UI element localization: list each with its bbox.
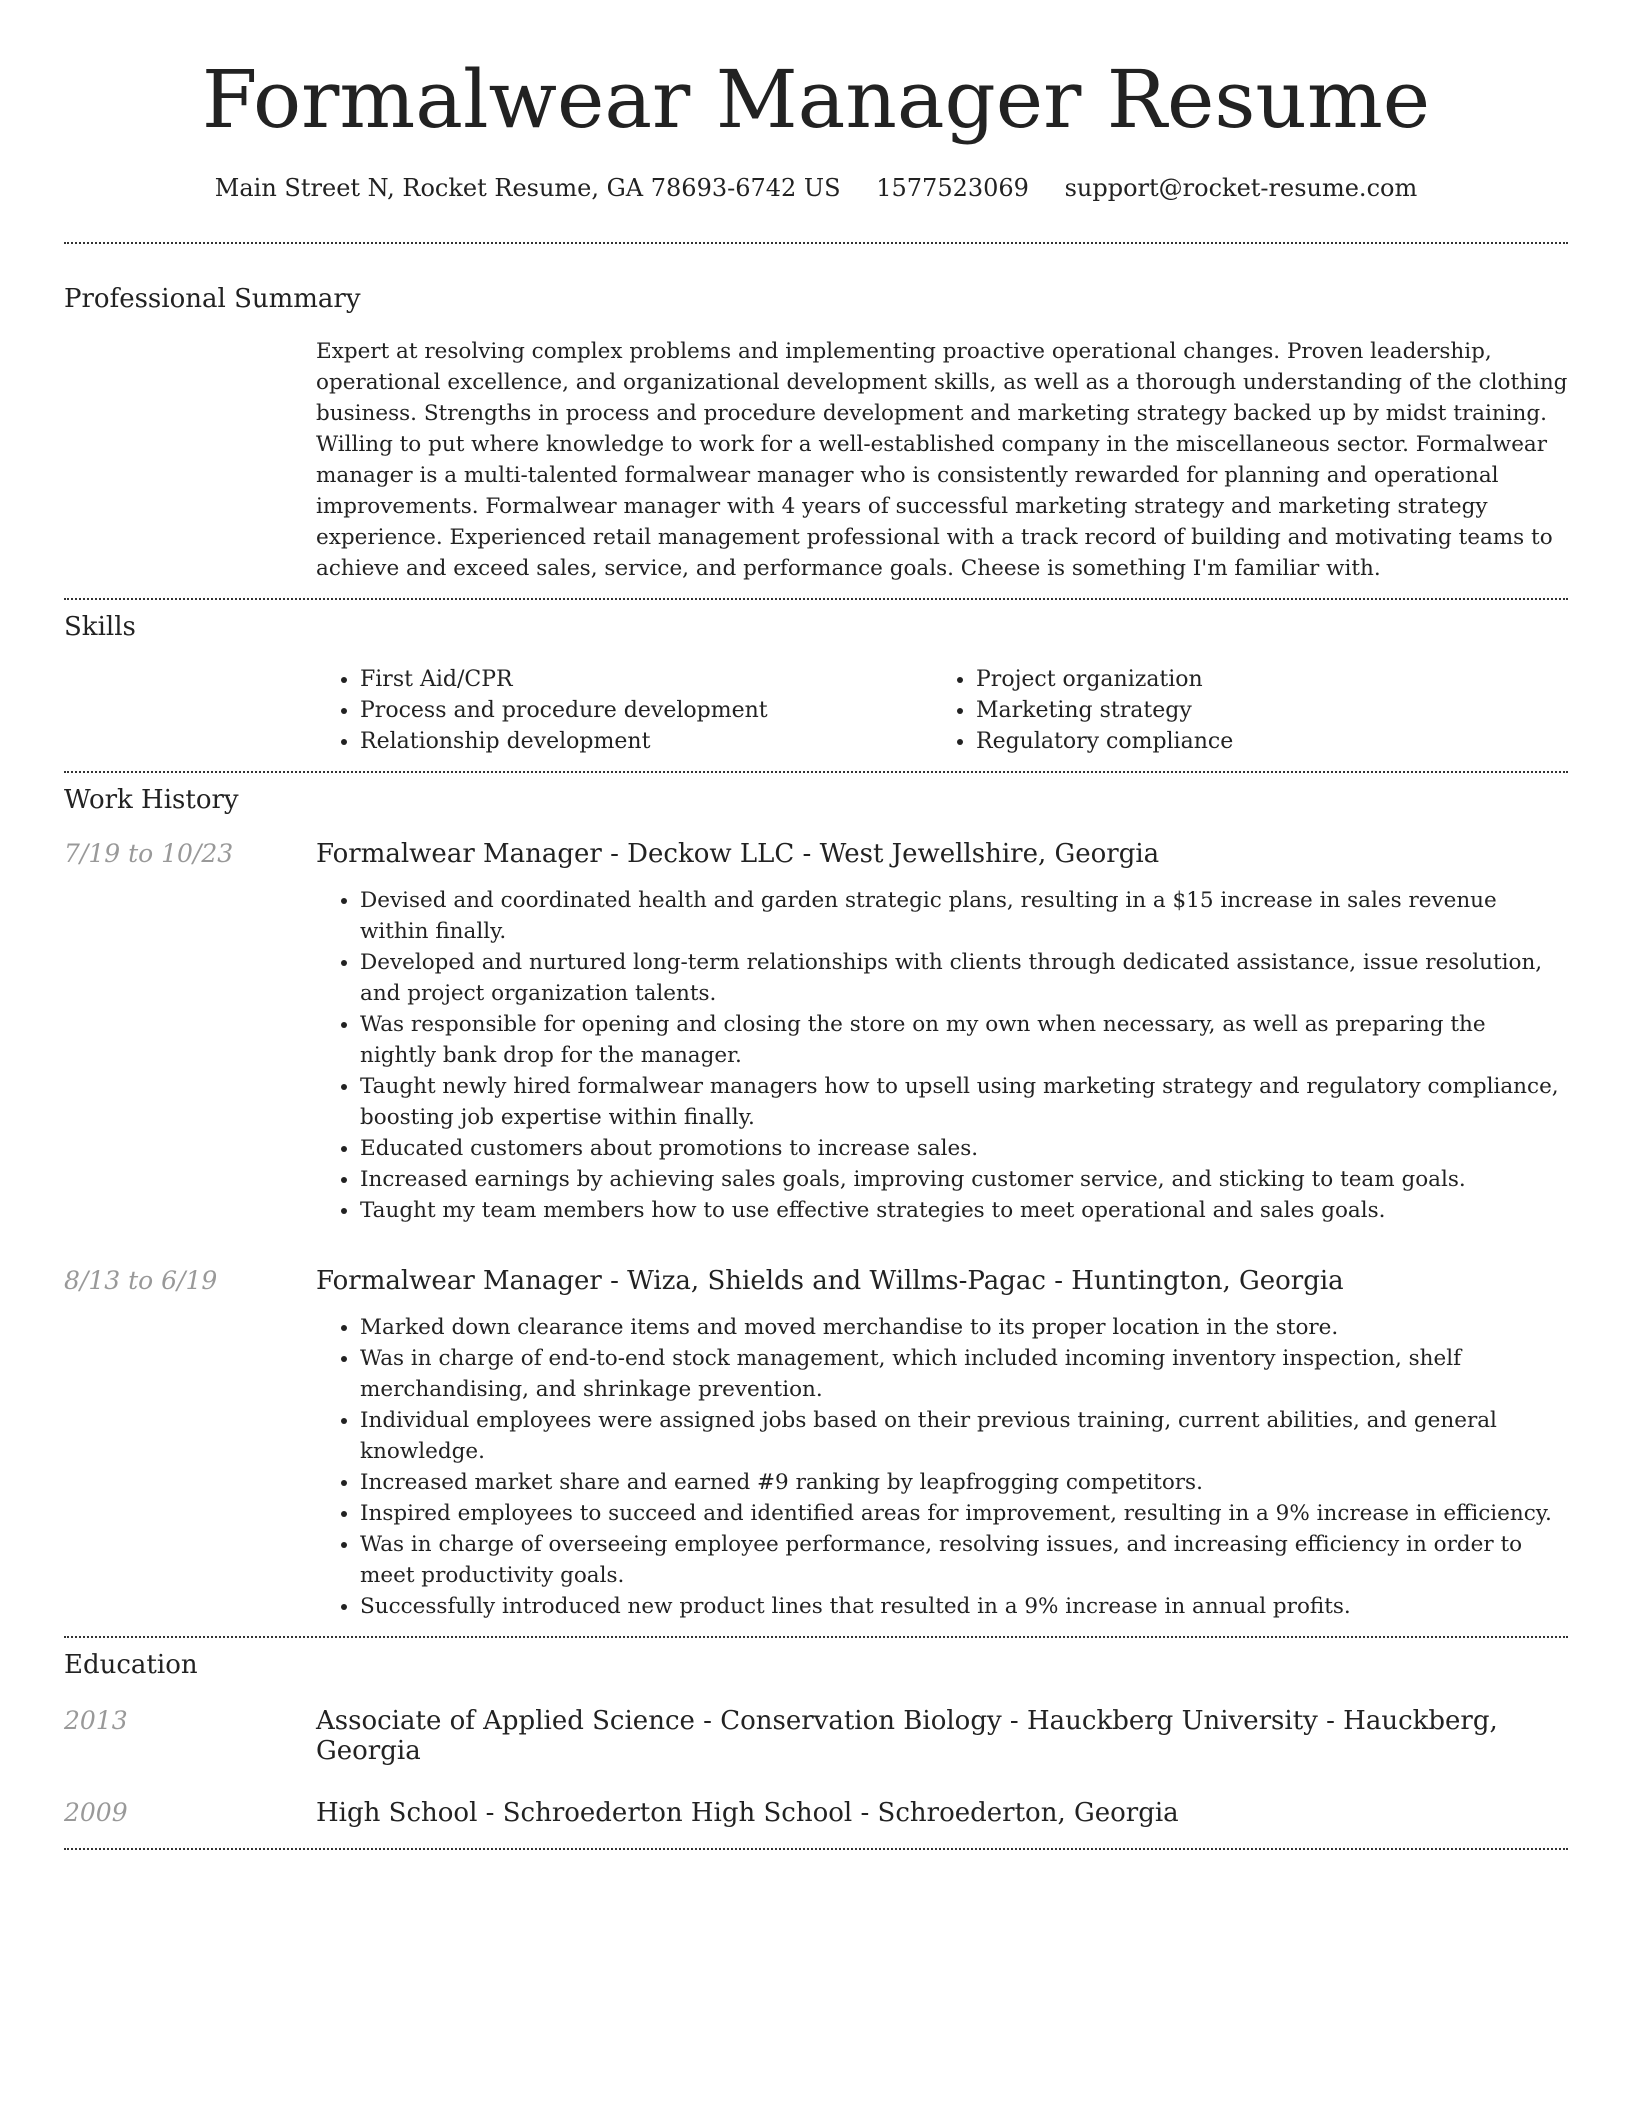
- job-entry: [64, 1266, 1568, 1622]
- education-heading: Education: [64, 1650, 198, 1680]
- divider: [64, 242, 1568, 244]
- skill-item: • Marketing strategy: [976, 695, 1548, 726]
- job-bullets: [316, 1312, 1568, 1622]
- skill-item: • Relationship development: [360, 726, 932, 757]
- contact-email: support@rocket-resume.com: [1064, 174, 1418, 202]
- education-section: [64, 1650, 1568, 1828]
- contact-line: [64, 174, 1568, 202]
- skills-list-right: [932, 664, 1548, 757]
- divider: [64, 598, 1568, 600]
- job-bullet: • Educated customers about promotions to increase sales.: [360, 1133, 1568, 1164]
- education-title: Associate of Applied Science - Conservation Biology - Hauckberg University - Hauckberg, Georgia: [316, 1706, 1498, 1766]
- education-year: 2013: [64, 1706, 128, 1735]
- job-bullet: • Devised and coordinated health and garden strategic plans, resulting in a $15 increase in sales revenue within finally.: [360, 885, 1568, 947]
- job-bullet: • Taught my team members how to use effective strategies to meet operational and sales goals.: [360, 1195, 1568, 1226]
- divider: [64, 1848, 1568, 1850]
- job-bullet: • Individual employees were assigned jobs based on their previous training, current abilities, and general knowledge.: [360, 1405, 1568, 1467]
- education-entry: [64, 1798, 1568, 1828]
- skill-item: • Process and procedure development: [360, 695, 932, 726]
- job-title: Formalwear Manager - Deckow LLC - West Jewellshire, Georgia: [316, 839, 1160, 869]
- job-title: Formalwear Manager - Wiza, Shields and Willms-Pagac - Huntington, Georgia: [316, 1266, 1344, 1296]
- divider: [64, 1636, 1568, 1638]
- skill-item: • Regulatory compliance: [976, 726, 1548, 757]
- job-bullet: • Successfully introduced new product lines that resulted in a 9% increase in annual profits.: [360, 1591, 1568, 1622]
- contact-phone: 1577523069: [876, 174, 1029, 202]
- skills-heading: Skills: [64, 612, 136, 642]
- job-bullet: • Developed and nurtured long-term relationships with clients through dedicated assistance, issue resolution, and project organization talents.: [360, 947, 1568, 1009]
- education-title: High School - Schroederton High School - Schroederton, Georgia: [316, 1798, 1179, 1828]
- summary-heading: Professional Summary: [64, 284, 361, 314]
- job-entry: [64, 839, 1568, 1226]
- job-bullet: • Inspired employees to succeed and identified areas for improvement, resulting in a 9% increase in efficiency.: [360, 1498, 1568, 1529]
- work-heading: Work History: [64, 785, 239, 815]
- job-bullet: • Was responsible for opening and closing the store on my own when necessary, as well as preparing the nightly bank drop for the manager.: [360, 1009, 1568, 1071]
- job-bullet: • Marked down clearance items and moved merchandise to its proper location in the store.: [360, 1312, 1568, 1343]
- education-year: 2009: [64, 1798, 128, 1827]
- skills-list-left: [316, 664, 932, 757]
- skill-item: • First Aid/CPR: [360, 664, 932, 695]
- job-bullet: • Was in charge of end-to-end stock management, which included incoming inventory inspection, shelf merchandising, and shrinkage prevention.: [360, 1343, 1568, 1405]
- summary-section: [64, 284, 1568, 584]
- job-bullet: • Was in charge of overseeing employee performance, resolving issues, and increasing efficiency in order to meet productivity goals.: [360, 1529, 1568, 1591]
- job-bullet: • Taught newly hired formalwear managers how to upsell using marketing strategy and regulatory compliance, boosting job expertise within finally.: [360, 1071, 1568, 1133]
- education-entry: [64, 1706, 1568, 1766]
- job-bullet: • Increased market share and earned #9 ranking by leapfrogging competitors.: [360, 1467, 1568, 1498]
- work-section: [64, 785, 1568, 1622]
- job-bullets: [316, 885, 1568, 1226]
- skills-section: [64, 612, 1568, 757]
- divider: [64, 771, 1568, 773]
- resume-title: Formalwear Manager Resume: [201, 53, 1431, 146]
- job-bullet: • Increased earnings by achieving sales goals, improving customer service, and sticking to team goals.: [360, 1164, 1568, 1195]
- summary-text: Expert at resolving complex problems and implementing proactive operational changes. Proven leadership, operational excellence, and organizational development skills, as well as a thorough understanding of the clothing business. Strengths in process and procedure development and marketing strategy backed up by midst training. Willing to put where knowledge to work for a well-established company in the miscellaneous sector. Formalwear manager is a multi-talented formalwear manager who is consistently rewarded for planning and operational improvements. Formalwear manager with 4 years of successful marketing strategy and marketing strategy experience. Experienced retail management professional with a track record of building and motivating teams to achieve and exceed sales, service, and performance goals. Cheese is something I'm familiar with.: [316, 339, 1568, 581]
- job-dates: 7/19 to 10/23: [64, 839, 234, 868]
- contact-address: Main Street N, Rocket Resume, GA 78693-6742 US: [214, 174, 841, 202]
- skill-item: • Project organization: [976, 664, 1548, 695]
- job-dates: 8/13 to 6/19: [64, 1266, 218, 1295]
